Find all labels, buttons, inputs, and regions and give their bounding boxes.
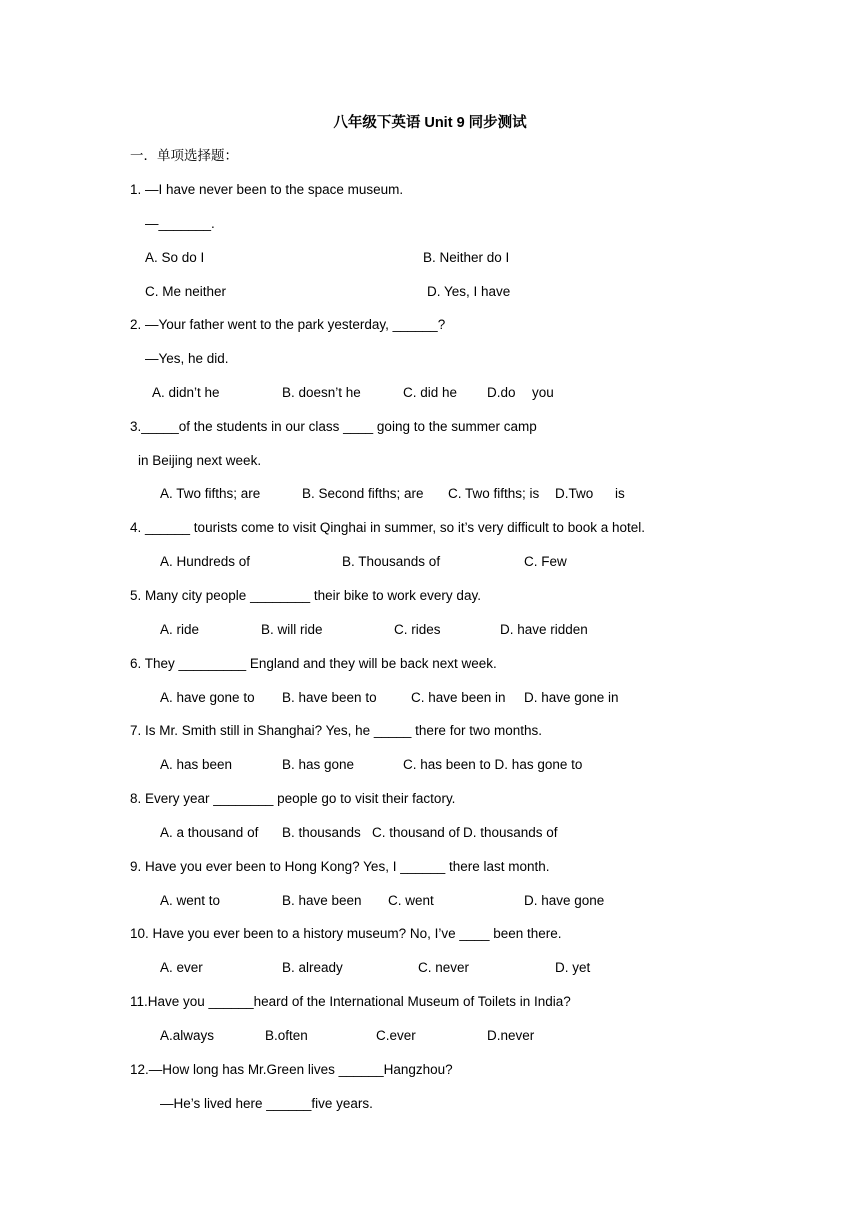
question-12-response: —He’s lived here ______five years.: [160, 1096, 373, 1111]
question-7-option-a: A. has been: [160, 757, 233, 772]
question-2-option-b: B. doesn’t he: [282, 385, 361, 400]
question-5-option-b: B. will ride: [261, 622, 323, 637]
question-6-option-b: B. have been to: [282, 690, 377, 705]
question-1-option-b: B. Neither do I: [423, 250, 510, 265]
question-4-option-a: A. Hundreds of: [160, 554, 251, 569]
question-10-stem: 10. Have you ever been to a history museum? No, I’ve ____ been there.: [130, 926, 562, 941]
question-3-option-b: B. Second fifths; are: [302, 486, 424, 501]
question-8-stem: 8. Every year ________ people go to visit their factory.: [130, 791, 456, 806]
question-9-option-d: D. have gone: [524, 893, 605, 908]
question-9-stem: 9. Have you ever been to Hong Kong? Yes, I ______ there last month.: [130, 859, 550, 874]
question-11-option-d: D.never: [487, 1028, 535, 1043]
document-title: 八年级下英语 Unit 9 同步测试: [333, 115, 527, 131]
question-8-option-d: D. thousands of: [463, 825, 558, 840]
question-3-option-d: D.Two: [555, 486, 594, 501]
question-12-stem: 12.—How long has Mr.Green lives ______Hangzhou?: [130, 1062, 453, 1077]
question-4-option-b: B. Thousands of: [342, 554, 441, 569]
question-3-option-d-word: is: [615, 486, 625, 501]
question-10-option-a: A. ever: [160, 960, 203, 975]
question-7-option-c-d: C. has been to D. has gone to: [403, 757, 583, 772]
question-3-option-c: C. Two fifths; is: [448, 486, 540, 501]
question-1-response: —_______.: [145, 216, 215, 231]
question-5-option-d: D. have ridden: [500, 622, 588, 637]
question-11-stem: 11.Have you ______heard of the International Museum of Toilets in India?: [130, 994, 571, 1009]
question-7-stem: 7. Is Mr. Smith still in Shanghai? Yes, he _____ there for two months.: [130, 723, 542, 738]
question-2-option-a: A. didn’t he: [152, 385, 220, 400]
question-8-option-b: B. thousands: [282, 825, 361, 840]
question-6-option-d: D. have gone in: [524, 690, 619, 705]
question-3-stem: 3._____of the students in our class ____ going to the summer camp: [130, 419, 537, 434]
question-6-option-a: A. have gone to: [160, 690, 255, 705]
question-9-option-c: C. went: [388, 893, 434, 908]
question-11-option-a: A.always: [160, 1028, 215, 1043]
question-2-option-d: D.do: [487, 385, 516, 400]
section-heading: 一．单项选择题：: [130, 148, 238, 163]
question-6-stem: 6. They _________ England and they will be back next week.: [130, 656, 497, 671]
question-3-option-a: A. Two fifths; are: [160, 486, 261, 501]
question-1-stem: 1. —I have never been to the space museum.: [130, 182, 404, 197]
question-10-option-c: C. never: [418, 960, 470, 975]
question-8-option-c: C. thousand of: [372, 825, 460, 840]
question-5-option-a: A. ride: [160, 622, 200, 637]
question-4-option-c: C. Few: [524, 554, 567, 569]
question-1-option-a: A. So do I: [145, 250, 205, 265]
question-10-option-d: D. yet: [555, 960, 591, 975]
question-10-option-b: B. already: [282, 960, 343, 975]
question-4-stem: 4. ______ tourists come to visit Qinghai in summer, so it’s very difficult to book a hotel.: [130, 520, 646, 535]
question-1-option-d: D. Yes, I have: [427, 284, 511, 299]
question-5-stem: 5. Many city people ________ their bike to work every day.: [130, 588, 481, 603]
question-11-option-c: C.ever: [376, 1028, 416, 1043]
question-6-option-c: C. have been in: [411, 690, 506, 705]
question-2-stem: 2. —Your father went to the park yesterday, ______?: [130, 317, 446, 332]
question-5-option-c: C. rides: [394, 622, 441, 637]
question-9-option-a: A. went to: [160, 893, 221, 908]
question-8-option-a: A. a thousand of: [160, 825, 259, 840]
question-9-option-b: B. have been: [282, 893, 362, 908]
question-1-option-c: C. Me neither: [145, 284, 227, 299]
question-3-stem-continued: in Beijing next week.: [138, 453, 262, 468]
question-2-option-d-word: you: [532, 385, 554, 400]
question-2-option-c: C. did he: [403, 385, 458, 400]
question-11-option-b: B.often: [265, 1028, 308, 1043]
question-7-option-b: B. has gone: [282, 757, 355, 772]
question-2-response: —Yes, he did.: [145, 351, 229, 366]
